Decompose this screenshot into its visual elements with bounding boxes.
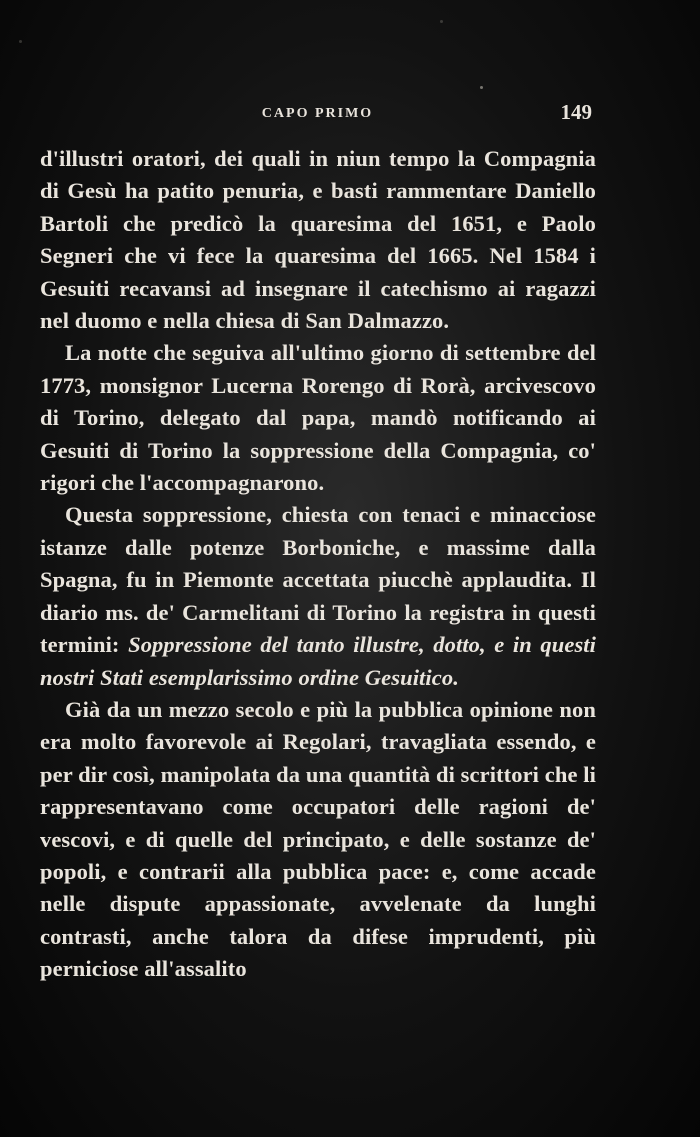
paragraph	[40, 694, 596, 986]
body-text	[40, 143, 596, 986]
page-number: 149	[560, 100, 592, 124]
running-head: CAPO PRIMO	[261, 106, 374, 121]
paragraph-text: La notte che seguiva all'ultimo giorno di settembre del 1773, monsignor Lucerna Rorengo di Rorà, arcivescovo di Torino, delegato dal papa, mandò notificando ai Gesuiti di Torino la soppressione della Compagnia, co' rigori che l'accompagnarono.	[40, 340, 596, 496]
page-speck	[480, 86, 483, 89]
paragraph	[40, 499, 596, 693]
italic-quotation: Soppressione del tanto illustre, dotto, e in questi nostri Stati esemplarissimo ordine Gesuitico.	[40, 632, 597, 690]
paragraph	[40, 143, 596, 337]
paragraph-text: Già da un mezzo secolo e più la pubblica opinione non era molto favorevole ai Regolari, travagliata essendo, e per dir così, manipolata da una quantità di scrittori che li rappresentavano come occupatori delle ragioni de' vescovi, e di quelle del principato, e delle sostanze de' popoli, e contrarii alla pubblica pace: e, come accade nelle dispute appassionate, avvelenate da lunghi contrasti, anche talora da difese imprudenti, più perniciose all'assalito	[40, 696, 596, 982]
paragraph-text: Questa soppressione, chiesta con tenaci e minacciose istanze dalle potenze Borboniche, e massime dalla Spagna, fu in Piemonte accettata piucchè applaudita. Il diario ms. de' Carmelitani di Torino la registra in questi termini:	[40, 502, 596, 658]
paragraph	[40, 337, 596, 499]
paragraph-text: d'illustri oratori, dei quali in niun tempo la Compagnia di Gesù ha patito penuria, e basti rammentare Daniello Bartoli che predicò la quaresima del 1651, e Paolo Segneri che vi fece la quaresima del 1665. Nel 1584 i Gesuiti recavansi ad insegnare il catechismo ai ragazzi nel duomo e nella chiesa di San Dalmazzo.	[40, 146, 596, 334]
page-speck	[440, 20, 443, 23]
page-header	[0, 96, 700, 126]
page-speck	[19, 40, 22, 43]
